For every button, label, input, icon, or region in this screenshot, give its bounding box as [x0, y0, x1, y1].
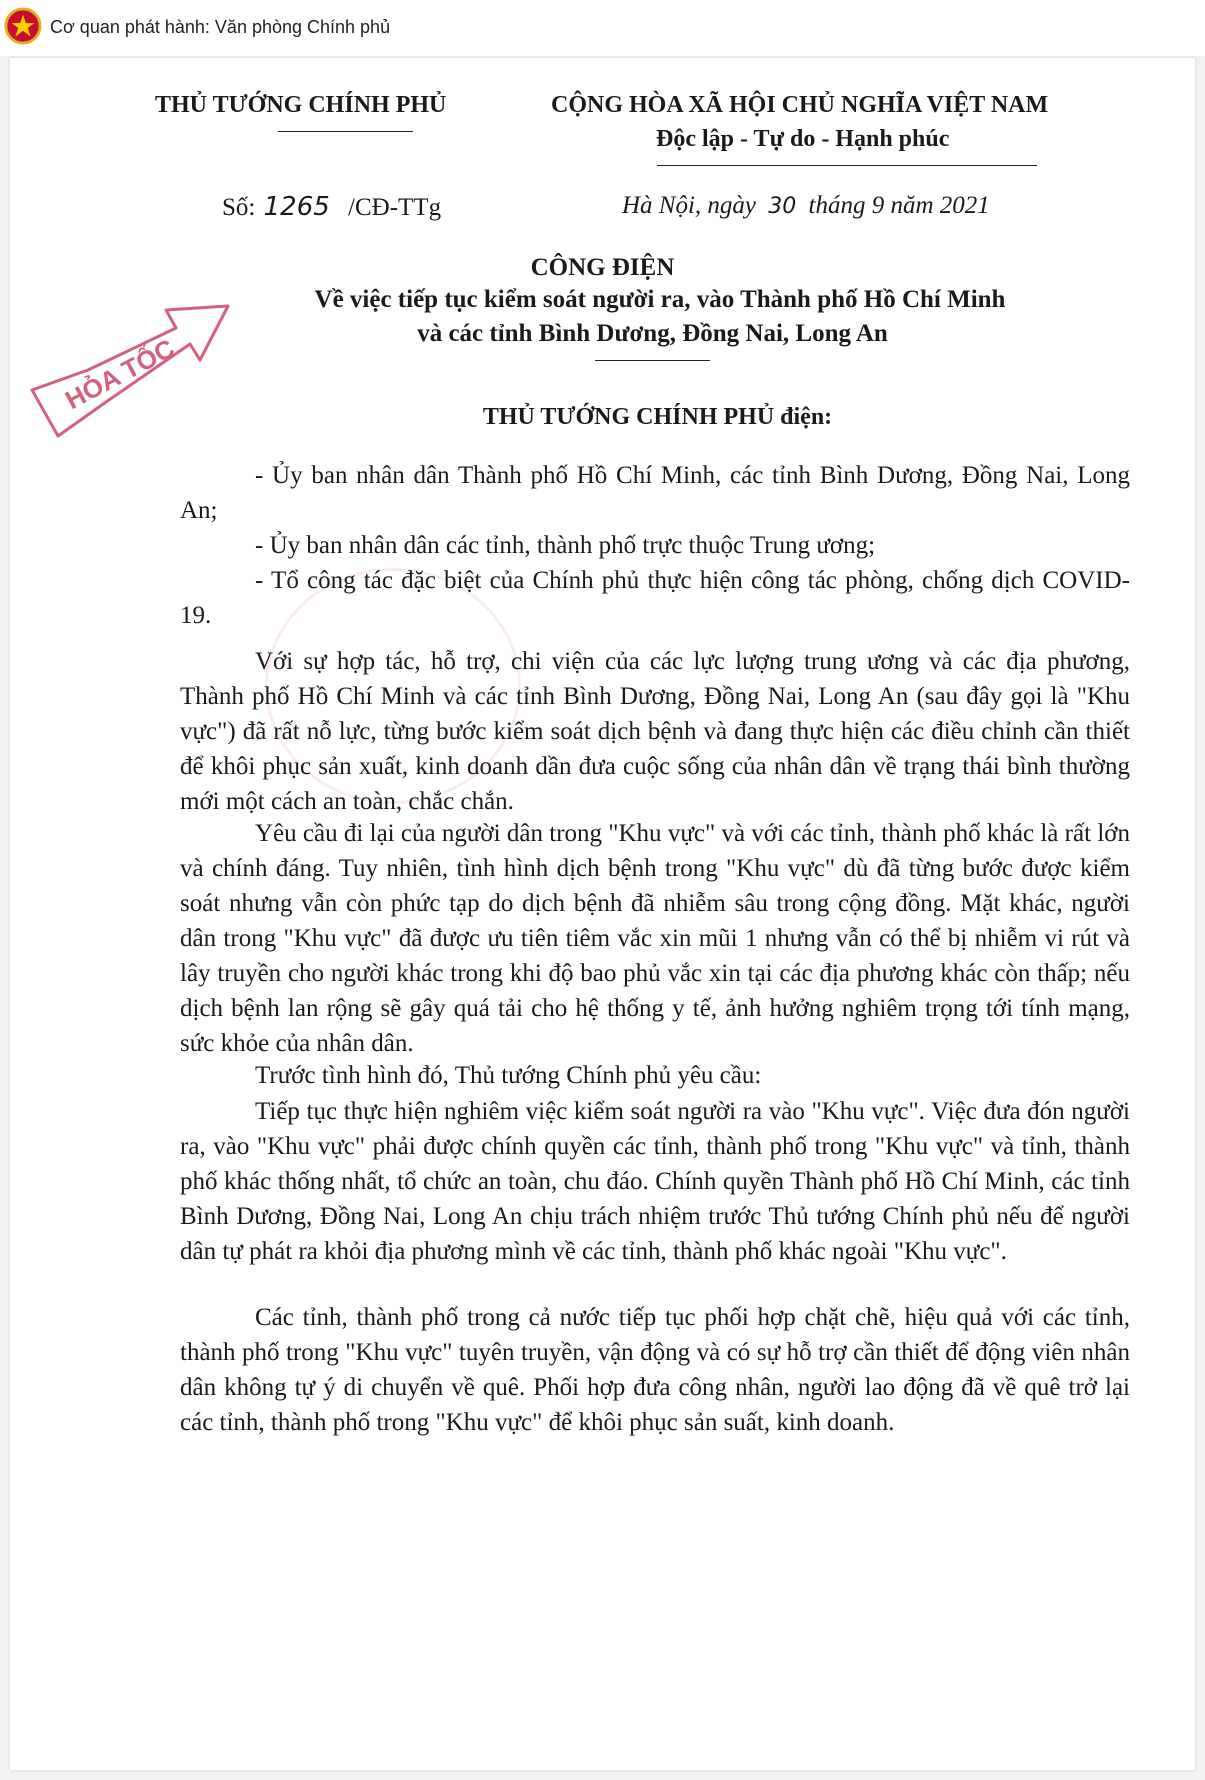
paragraph-2: Yêu cầu đi lại của người dân trong "Khu vực" và với các tỉnh, thành phố khác là rất lớn và chính đáng. Tuy nhiên, tình hình dịch bệnh trong "Khu vực" dù đã từng bước được kiểm soát nhưng vẫn còn phức tạp do dịch bệnh đã nhiễm sâu trong cộng đồng. Mặt khác, người dân trong "Khu vực" đã được ưu tiên tiêm vắc xin mũi 1 nhưng vẫn có thể bị nhiễm vi rút và lây truyền cho người khác trong khi độ bao phủ vắc xin tại các địa phương khác còn thấp; nếu dịch bệnh lan rộng sẽ gây quá tải cho hệ thống y tế, ảnh hưởng nghiêm trọng tới tính mạng, sức khỏe của nhân dân. — [180, 820, 1130, 1057]
subject-line-2: và các tỉnh Bình Dương, Đồng Nai, Long An — [417, 320, 888, 347]
national-emblem-icon — [4, 7, 42, 45]
authority-underline — [278, 131, 413, 132]
recipient-2: - Ủy ban nhân dân các tỉnh, thành phố trực thuộc Trung ương; — [255, 532, 876, 559]
paragraph-4: Tiếp tục thực hiện nghiêm việc kiểm soát người ra vào "Khu vực". Việc đưa đón người ra, vào "Khu vực" phải được chính quyền các tỉnh, thành phố trong "Khu vực" và tỉnh, thành phố khác thống nhất, tổ chức an toàn, chu đáo. Chính quyền Thành phố Hồ Chí Minh, các tỉnh Bình Dương, Đồng Nai, Long An chịu trách nhiệm trước Thủ tướng Chính phủ nếu để người dân tự phát ra khỏi địa phương mình về các tỉnh, thành phố khác ngoài "Khu vực". — [180, 1098, 1130, 1265]
document-page — [10, 58, 1195, 1770]
paragraph-5: Các tỉnh, thành phố trong cả nước tiếp tục phối hợp chặt chẽ, hiệu quả với các tỉnh, thành phố trong "Khu vực" tuyên truyền, vận động và có sự hỗ trợ cần thiết để động viên nhân dân không tự ý di chuyển về quê. Phối hợp đưa công nhân, người lao động đã về quê trở lại các tỉnh, thành phố trong "Khu vực" để khôi phục sản suất, kinh doanh. — [180, 1304, 1130, 1436]
viewer-header — [0, 0, 1205, 56]
country-name: CỘNG HÒA XÃ HỘI CHỦ NGHĨA VIỆT NAM — [551, 92, 1049, 118]
title-underline — [595, 360, 710, 361]
national-motto: Độc lập - Tự do - Hạnh phúc — [656, 126, 950, 152]
date-day-handwritten: 30 — [768, 194, 797, 219]
number-handwritten: 1265 — [263, 192, 330, 222]
urgent-stamp-text: HỎA TỐC — [60, 332, 180, 416]
motto-underline — [657, 165, 1037, 166]
subject-line-1: Về việc tiếp tục kiểm soát người ra, vào Thành phố Hồ Chí Minh — [314, 286, 1006, 313]
issuer-label: Cơ quan phát hành: Văn phòng Chính phủ — [50, 17, 391, 37]
document-type: CÔNG ĐIỆN — [530, 254, 675, 281]
paragraph-1: Với sự hợp tác, hỗ trợ, chi viện của các lực lượng trung ương và các địa phương, Thành phố Hồ Chí Minh và các tỉnh Bình Dương, Đồng Nai, Long An (sau đây gọi là "Khu vực") đã rất nỗ lực, từng bước kiểm soát dịch bệnh và đang thực hiện các điều chỉnh cần thiết để khôi phục sản xuất, kinh doanh dần đưa cuộc sống của nhân dân về trạng thái bình thường mới một cách an toàn, chắc chắn. — [180, 648, 1130, 815]
recipient-3: - Tổ công tác đặc biệt của Chính phủ thực hiện công tác phòng, chống dịch COVID-19. — [180, 567, 1130, 629]
document-number — [222, 192, 441, 222]
date-place: Hà Nội, ngày — [622, 192, 757, 219]
issue-date — [622, 192, 990, 220]
date-month-year: tháng 9 năm 2021 — [808, 192, 990, 219]
recipient-1: - Ủy ban nhân dân Thành phố Hồ Chí Minh, các tỉnh Bình Dương, Đồng Nai, Long An; — [180, 462, 1130, 524]
number-prefix: Số: — [222, 194, 256, 221]
number-suffix: /CĐ-TTg — [348, 194, 442, 221]
sender-line: THỦ TƯỚNG CHÍNH PHỦ điện: — [482, 404, 833, 430]
issuing-authority: THỦ TƯỚNG CHÍNH PHỦ — [155, 92, 447, 118]
paragraph-3: Trước tình hình đó, Thủ tướng Chính phủ yêu cầu: — [255, 1062, 762, 1089]
